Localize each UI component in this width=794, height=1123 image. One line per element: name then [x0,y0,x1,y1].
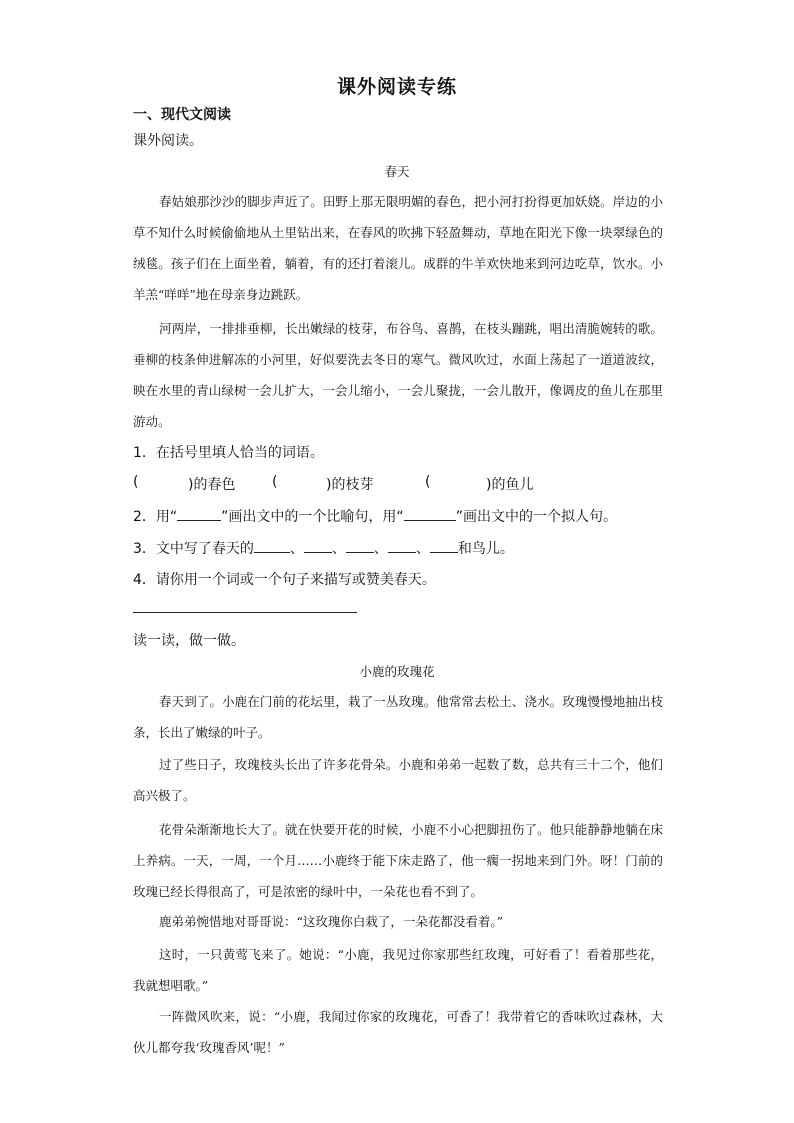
q3-sep-1: 、 [289,541,304,557]
question-4: 4．请你用一个词或一个句子来描写或赞美春天。 [133,572,436,588]
section2-intro: 读一读，做一做。 [133,633,245,649]
q1-paren-open-1: ( [133,474,139,490]
question-1: 1．在括号里填人恰当的词语。 [133,445,324,461]
question-2 [133,506,617,526]
q1-paren-open-2: ( [272,474,278,490]
q2-underline-wavy [404,519,456,521]
story2-paragraph-4: 鹿弟弟惋惜地对哥哥说：“这玫瑰你白栽了，一朵花都没看着。” [159,914,504,929]
q3-text-a: 3．文中写了春天的 [133,541,254,557]
story2-title: 小鹿的玫瑰花 [359,664,435,679]
q3-blank-5 [430,551,458,553]
story1-title: 春天 [384,164,410,179]
document-title: 课外阅读专练 [336,76,457,98]
q3-blank-3 [346,551,374,553]
q3-blank-2 [304,551,332,553]
story1-paragraph-2: 河两岸，一排排垂柳，长出嫩绿的枝芽，布谷鸟、喜鹊，在枝头蹦跳，唱出清脆婉转的歌。垂柳的枝条伸进解冻的小河里，好似要洗去冬日的寒气。微风吹过，水面上荡起了一道道波纹，映在水里的青山绿树一会儿扩大，一会儿缩小，一会儿聚拢，一会儿散开，像调皮的鱼儿在那里游动。 [133,321,663,429]
story2-paragraph-1: 春天到了。小鹿在门前的花坛里，栽了一丛玫瑰。他常常去松土、浇水。玫瑰慢慢地抽出枝条，长出了嫩绿的叶子。 [133,694,663,740]
q2-underline-straight [177,519,221,521]
q3-sep-2: 、 [331,541,346,557]
q1-blank-1: )的春色 [188,477,236,493]
story2-paragraph-5: 这时，一只黄莺飞来了。她说：“小鹿，我见过你家那些红玫瑰，可好看了！看着那些花，我就想唱歌。” [133,947,663,993]
section1-intro: 课外阅读。 [133,133,203,149]
story1-paragraph-1: 春姑娘那沙沙的脚步声近了。田野上那无限明媚的春色，把小河打扮得更加妖娆。岸边的小草不知什么时候偷偷地从土里钻出来，在春风的吹拂下轻盈舞动，草地在阳光下像一块翠绿色的绒毯。孩子们在上面坐着，躺着，有的还打着滚儿。成群的牛羊欢快地来到河边吃草，饮水。小羊羔“咩咩”地在母亲身边跳跃。 [133,194,663,302]
q2-text-a: 2．用“ [133,509,178,525]
q2-text-b: ”画出文中的一个比喻句，用“ [221,509,404,525]
answer-line [133,612,357,613]
q1-blank-3: )的鱼儿 [486,477,534,493]
q3-sep-4: 、 [415,541,430,557]
q3-text-end: 和鸟儿。 [457,541,514,557]
story2-paragraph-3: 花骨朵渐渐地长大了。就在快要开花的时候，小鹿不小心把脚扭伤了。他只能静静地躺在床上养病。一天，一周，一个月……小鹿终于能下床走路了，他一瘸一拐地来到门外。呀！门前的玫瑰已经长得很高了，可是浓密的绿叶中，一朵花也看不到了。 [133,822,663,899]
q3-blank-1 [254,551,290,553]
question-3 [133,538,514,558]
q3-blank-4 [388,551,416,553]
story2-paragraph-2: 过了些日子，玫瑰枝头长出了许多花骨朵。小鹿和弟弟一起数了数，总共有三十二个，他们高兴极了。 [133,757,663,803]
q1-paren-open-3: ( [425,474,431,490]
q3-sep-3: 、 [373,541,388,557]
q2-text-c: ”画出文中的一个拟人句。 [455,509,617,525]
section-heading: 一、现代文阅读 [133,107,231,123]
q1-blank-2: )的枝芽 [326,477,374,493]
story2-paragraph-6: 一阵微风吹来，说：“小鹿，我闻过你家的玫瑰花，可香了！我带着它的香味吹过森林，大伙儿都夸我‘玫瑰香风’呢！” [133,1009,663,1055]
